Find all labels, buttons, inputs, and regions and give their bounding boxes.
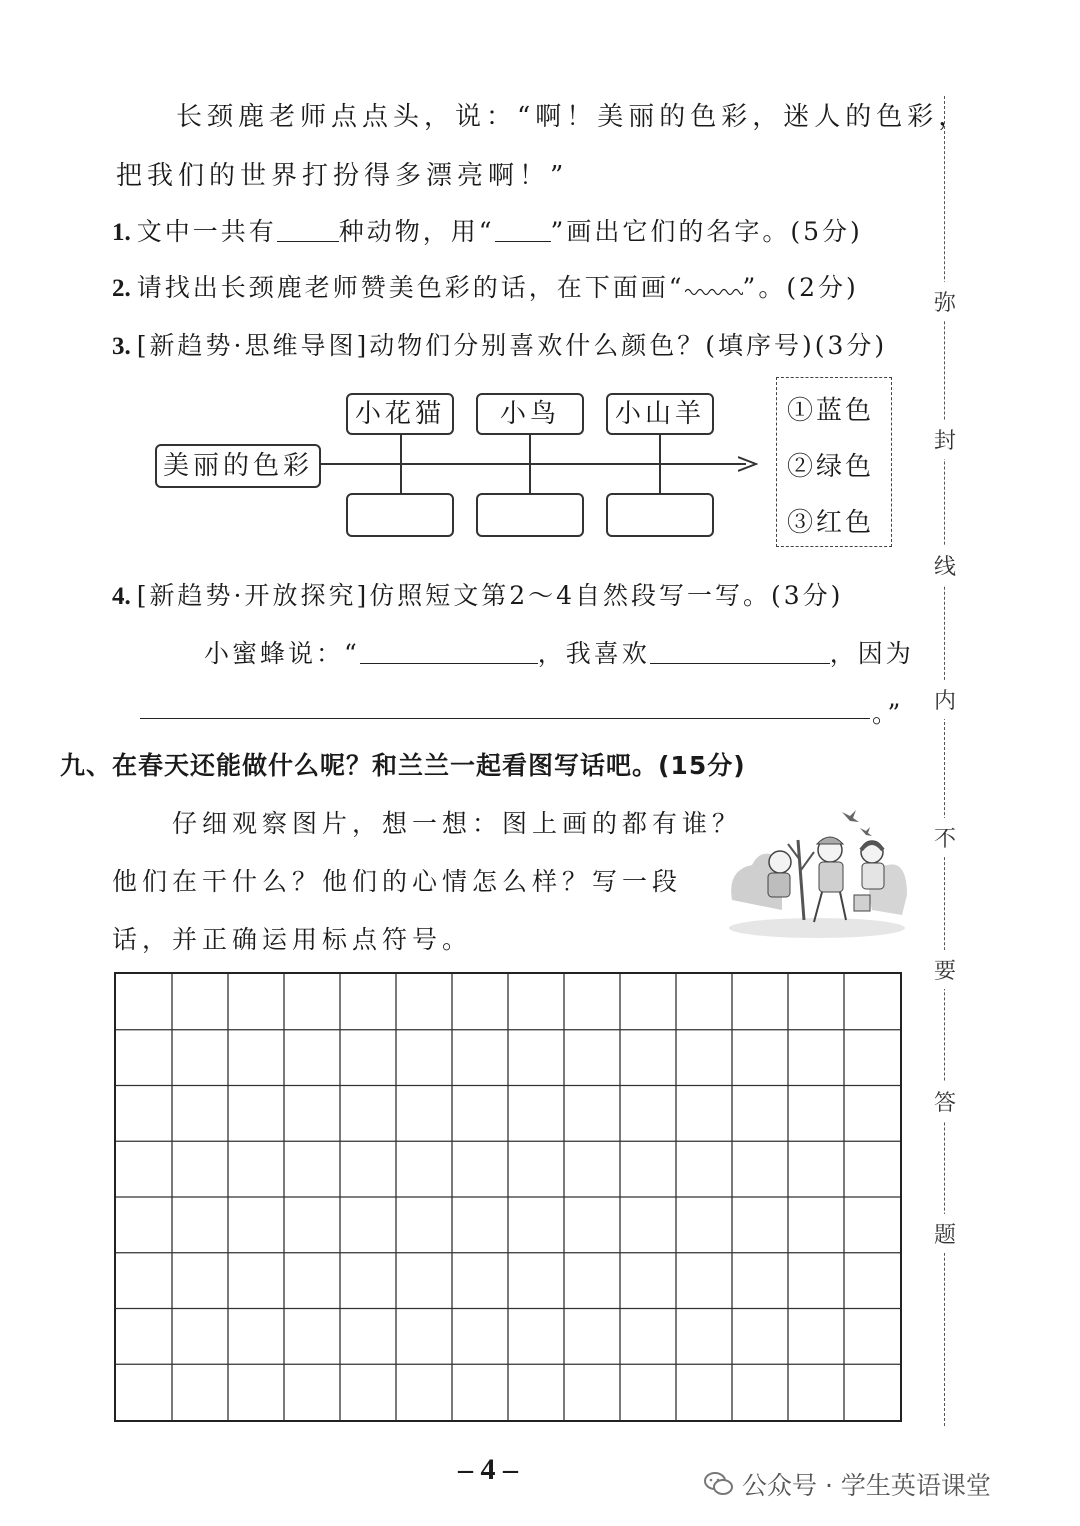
fill-text: ，因为 — [829, 639, 914, 668]
animal-box-cat: 小花猫 — [346, 393, 454, 435]
question-4 — [112, 576, 843, 612]
page-number: – 4 – — [458, 1453, 518, 1486]
question-text: ”。(2分) — [742, 273, 859, 302]
fill-end: 。” — [872, 699, 904, 728]
passage-line-2: 把我们的世界打扮得多漂亮啊！” — [116, 161, 569, 191]
mind-map-axis — [320, 463, 746, 465]
prompt-line-1: 仔细观察图片，想一想：图上画的都有谁？ — [172, 809, 743, 838]
question-1 — [112, 212, 863, 248]
answer-box-goat[interactable] — [606, 493, 714, 537]
answer-blank[interactable] — [650, 663, 830, 664]
wechat-icon — [704, 1471, 734, 1497]
question-number: 2. — [112, 275, 131, 302]
answer-line[interactable] — [140, 718, 870, 719]
fill-text: ，我喜欢 — [537, 639, 650, 668]
prompt-line-3: 话，并正确运用标点符号。 — [112, 925, 473, 954]
question-text: [新趋势·开放探究]仿照短文第2～4自然段写一写。(3分) — [136, 581, 844, 610]
connector — [400, 434, 402, 494]
arrow-head-icon — [738, 455, 758, 473]
prompt-line-2: 他们在干什么？他们的心情怎么样？写一段 — [112, 867, 683, 896]
animal-box-bird: 小鸟 — [476, 393, 584, 435]
sidebar-char: 内 — [934, 680, 956, 719]
question-text: 请找出长颈鹿老师赞美色彩的话，在下面画“ — [136, 273, 685, 302]
question-number: 4. — [112, 583, 131, 610]
wavy-line-icon — [685, 286, 743, 298]
sidebar-char: 题 — [934, 1214, 956, 1253]
grid-lines — [116, 974, 900, 1420]
sidebar-char: 不 — [934, 818, 956, 857]
connector — [529, 434, 531, 494]
passage-line-1: 长颈鹿老师点点头，说：“啊！美丽的色彩，迷人的色彩， — [176, 102, 970, 132]
option-green: ②绿色 — [787, 452, 875, 482]
question-text: [新趋势·思维导图]动物们分别喜欢什么颜色？(填序号)(3分) — [136, 331, 888, 360]
question-number: 3. — [112, 333, 131, 360]
sidebar-char: 封 — [934, 420, 956, 459]
answer-box-cat[interactable] — [346, 493, 454, 537]
answer-blank[interactable] — [277, 241, 339, 242]
sidebar-char: 线 — [934, 546, 956, 585]
question-3 — [112, 326, 887, 362]
question-2 — [112, 268, 859, 304]
option-red: ③红色 — [787, 508, 875, 538]
question-text: 文中一共有 — [136, 217, 277, 246]
answer-blank[interactable] — [495, 241, 551, 242]
q4-fill-line — [204, 634, 914, 670]
answer-box-bird[interactable] — [476, 493, 584, 537]
animal-box-goat: 小山羊 — [606, 393, 714, 435]
question-number: 1. — [112, 219, 131, 246]
section-9-title: 九、在春天还能做什么呢？和兰兰一起看图写话吧。(15分) — [60, 751, 746, 780]
color-options — [776, 377, 892, 547]
sidebar-char: 弥 — [934, 282, 956, 321]
spring-planting-illustration — [722, 800, 912, 940]
sidebar-char: 答 — [934, 1082, 956, 1121]
sidebar-char: 要 — [934, 950, 956, 989]
watermark — [704, 1466, 991, 1502]
mind-map-root: 美丽的色彩 — [155, 444, 321, 488]
fill-text: 小蜜蜂说：“ — [204, 639, 360, 668]
question-text: ”画出它们的名字。(5分) — [550, 217, 863, 246]
option-blue: ①蓝色 — [787, 396, 875, 426]
question-text: 种动物，用“ — [338, 217, 495, 246]
connector — [659, 434, 661, 494]
watermark-text: 公众号 · 学生英语课堂 — [742, 1471, 991, 1500]
answer-blank[interactable] — [360, 663, 538, 664]
writing-grid[interactable] — [114, 972, 902, 1422]
